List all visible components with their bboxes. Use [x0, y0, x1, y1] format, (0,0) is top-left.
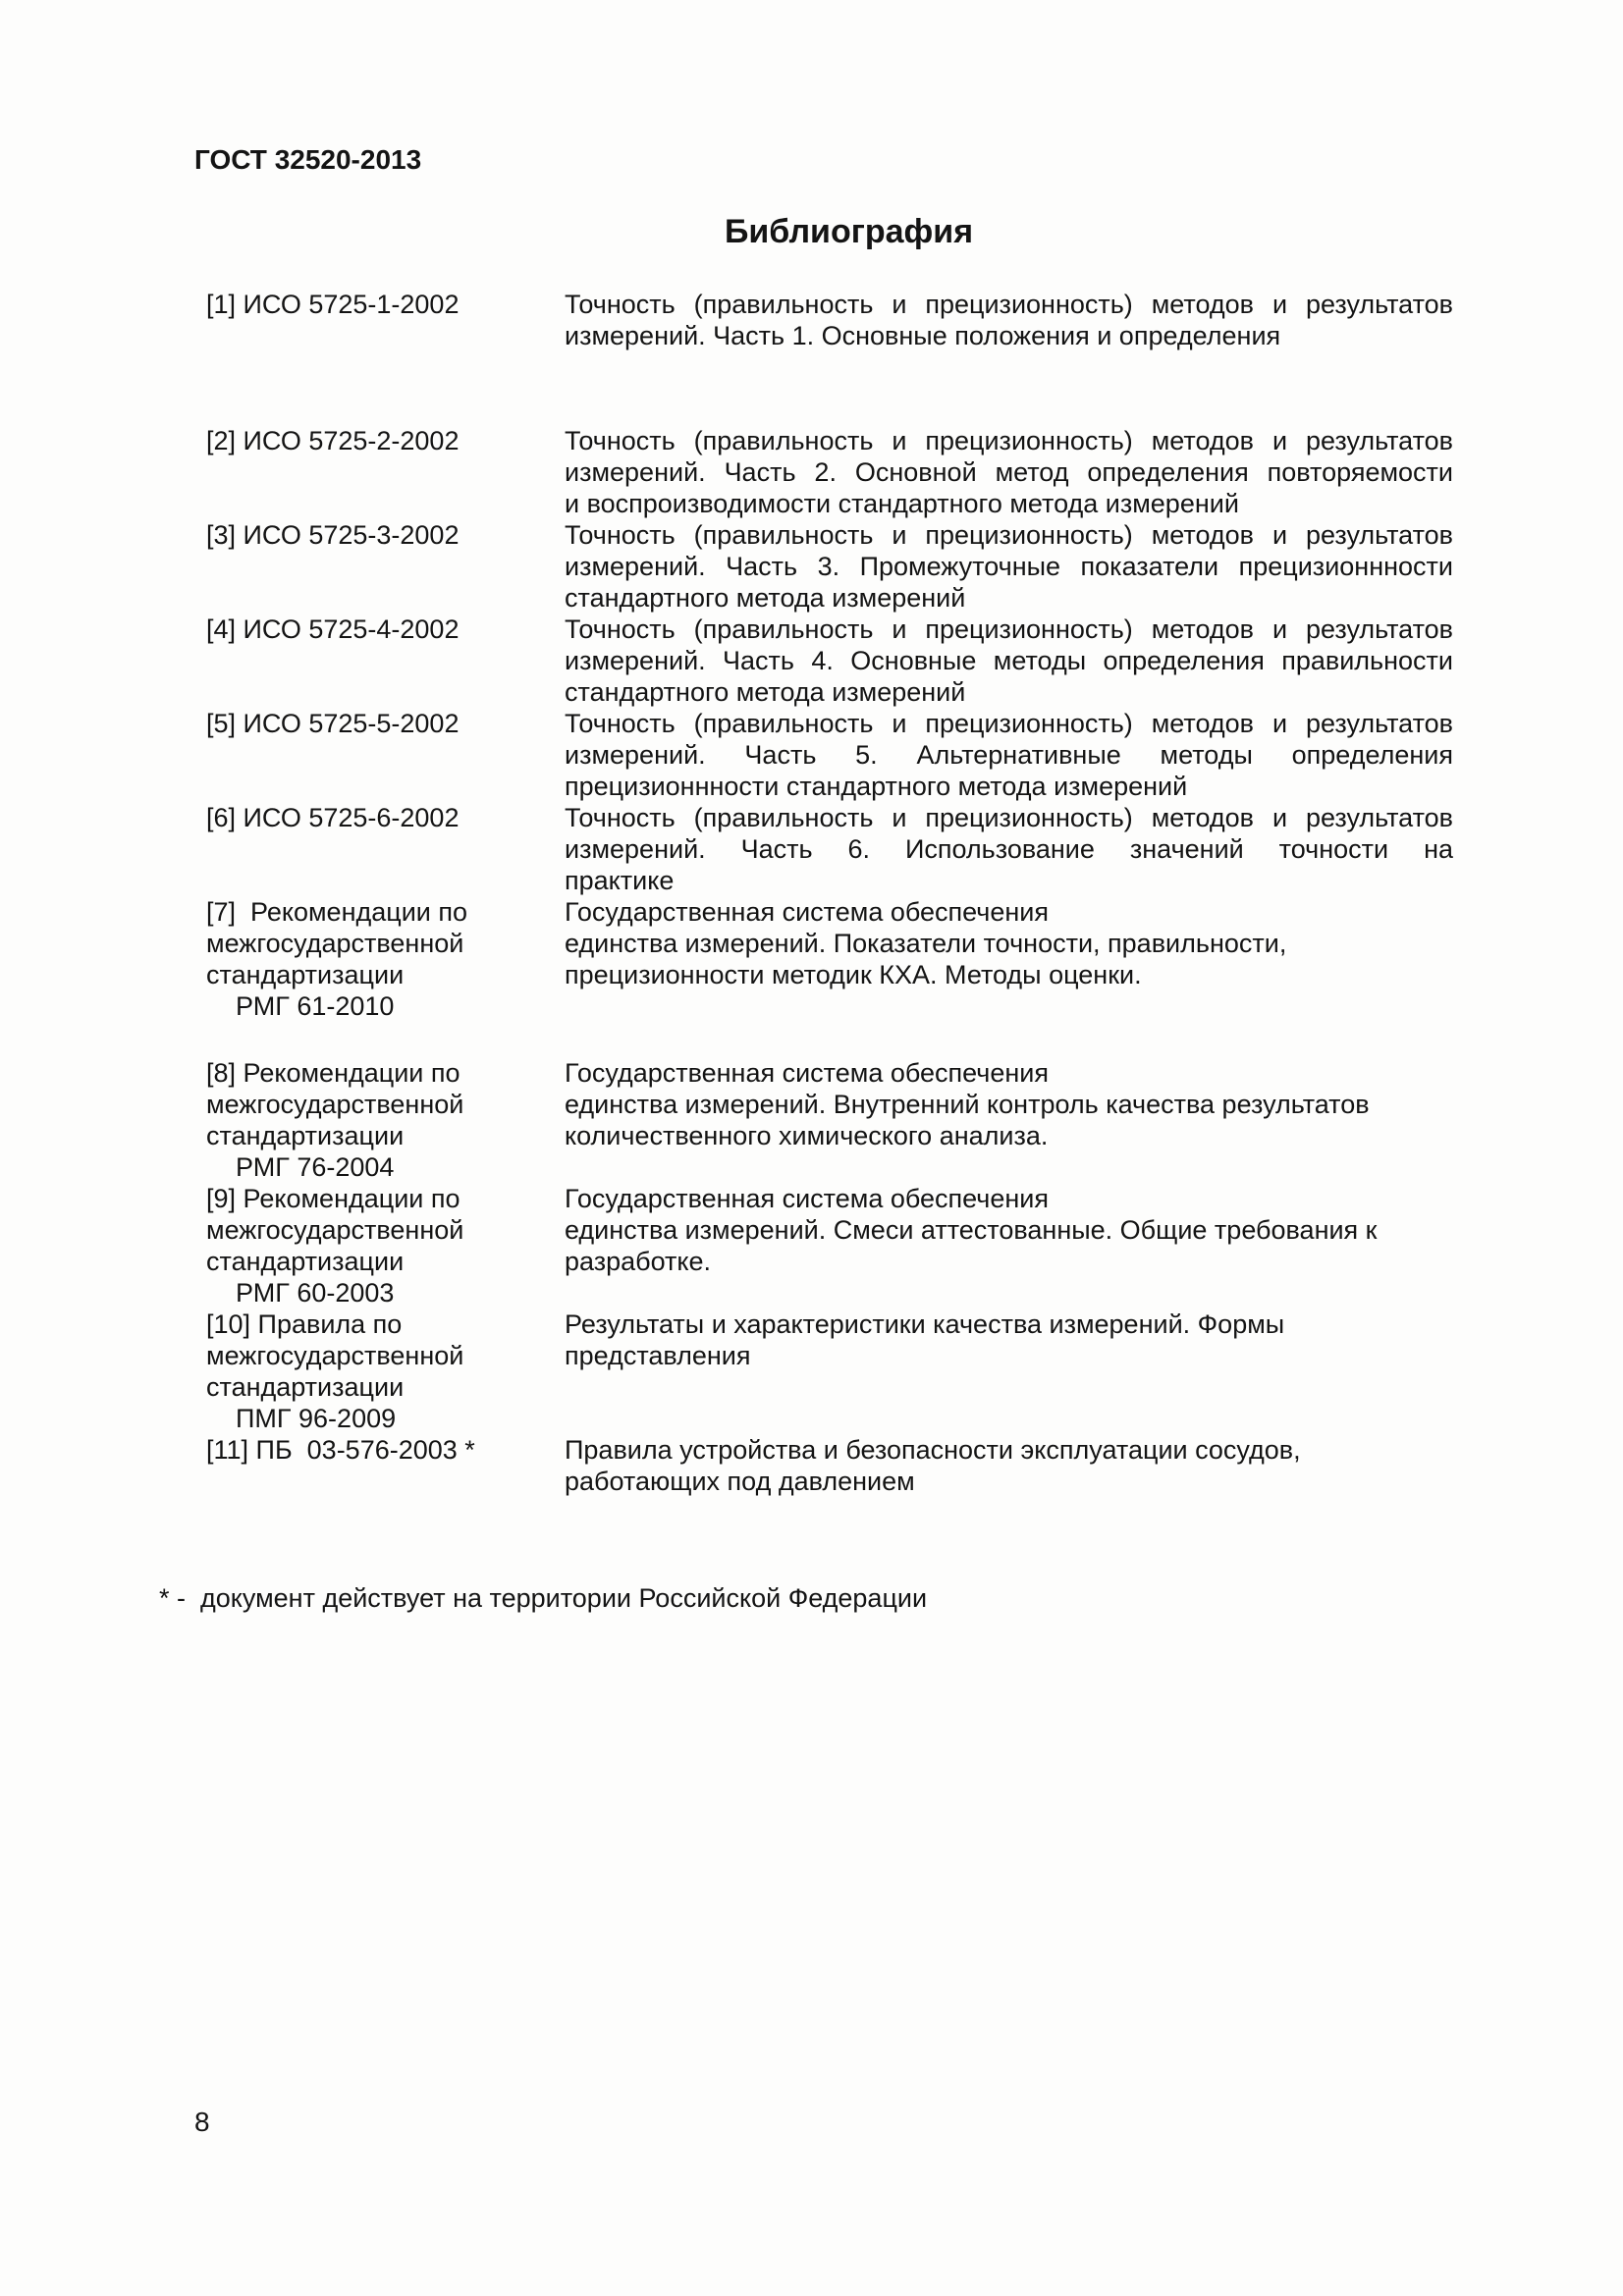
bib-entry-ref: [5] ИСО 5725-5-2002	[206, 709, 460, 738]
bib-entry-6	[206, 802, 1463, 896]
bib-entry-4	[206, 614, 1463, 708]
bib-entry-ref: [6] ИСО 5725-6-2002	[206, 803, 460, 832]
bib-entry-ref: [9] Рекомендации по межгосударственной стандартизации РМГ 60-2003	[206, 1184, 464, 1308]
page-number: 8	[194, 2107, 210, 2137]
bibliography-list	[206, 289, 1463, 1497]
bib-entry-description: Точность (правильность и прецизионность) методов и результатов измерений. Часть 5. Альтернативные методы определения прецизионнности стандартного метода измерений	[565, 709, 1453, 801]
bib-entry-description: Точность (правильность и прецизионность) методов и результатов измерений. Часть 1. Основные положения и определения	[565, 290, 1453, 350]
bib-entry-ref: [2] ИСО 5725-2-2002	[206, 426, 460, 455]
bib-entry-description: Точность (правильность и прецизионность) методов и результатов измерений. Часть 2. Основной метод определения повторяемости и воспроизводимости стандартного метода измерений	[565, 426, 1453, 518]
bib-entry-description: Точность (правильность и прецизионность) методов и результатов измерений. Часть 3. Промежуточные показатели прецизионнности стандартного метода измерений	[565, 520, 1453, 613]
bib-entry-ref: [8] Рекомендации по межгосударственной стандартизации РМГ 76-2004	[206, 1058, 464, 1182]
bib-entry-10	[206, 1308, 1463, 1434]
bib-entry-2	[206, 425, 1463, 519]
bib-entry-8	[206, 1057, 1463, 1183]
bib-entry-9	[206, 1183, 1463, 1308]
bib-entry-description: Государственная система обеспечения единства измерений. Показатели точности, правильности, прецизионности методик КХА. Методы оценки.	[565, 897, 1287, 989]
bib-entry-3	[206, 519, 1463, 614]
bib-entry-ref: [11] ПБ 03-576-2003 *	[206, 1435, 475, 1465]
bib-entry-description: Государственная система обеспечения единства измерений. Смеси аттестованные. Общие требования к разработке.	[565, 1184, 1378, 1276]
bib-entry-ref: [1] ИСО 5725-1-2002	[206, 290, 460, 319]
bib-entry-description: Государственная система обеспечения единства измерений. Внутренний контроль качества результатов количественного химического анализа.	[565, 1058, 1370, 1150]
bib-entry-description: Точность (правильность и прецизионность) методов и результатов измерений. Часть 4. Основные методы определения правильности стандартного метода измерений	[565, 614, 1453, 707]
bib-entry-ref: [3] ИСО 5725-3-2002	[206, 520, 460, 550]
section-title: Библиография	[724, 213, 974, 250]
bib-entry-description: Правила устройства и безопасности эксплуатации сосудов, работающих под давлением	[565, 1435, 1301, 1496]
bib-entry-7	[206, 896, 1463, 1022]
bib-entry-1	[206, 289, 1463, 351]
bib-entry-description: Результаты и характеристики качества измерений. Формы представления	[565, 1309, 1285, 1370]
standard-code: ГОСТ 32520-2013	[194, 144, 422, 175]
bib-entry-ref: [7] Рекомендации по межгосударственной стандартизации РМГ 61-2010	[206, 897, 468, 1021]
bib-entry-ref: [4] ИСО 5725-4-2002	[206, 614, 460, 644]
footnote: * - документ действует на территории Российской Федерации	[159, 1583, 928, 1613]
bib-entry-description: Точность (правильность и прецизионность) методов и результатов измерений. Часть 6. Использование значений точности на практике	[565, 803, 1453, 895]
bib-entry-11	[206, 1434, 1463, 1497]
bib-entry-5	[206, 708, 1463, 802]
bib-entry-ref: [10] Правила по межгосударственной стандартизации ПМГ 96-2009	[206, 1309, 464, 1433]
